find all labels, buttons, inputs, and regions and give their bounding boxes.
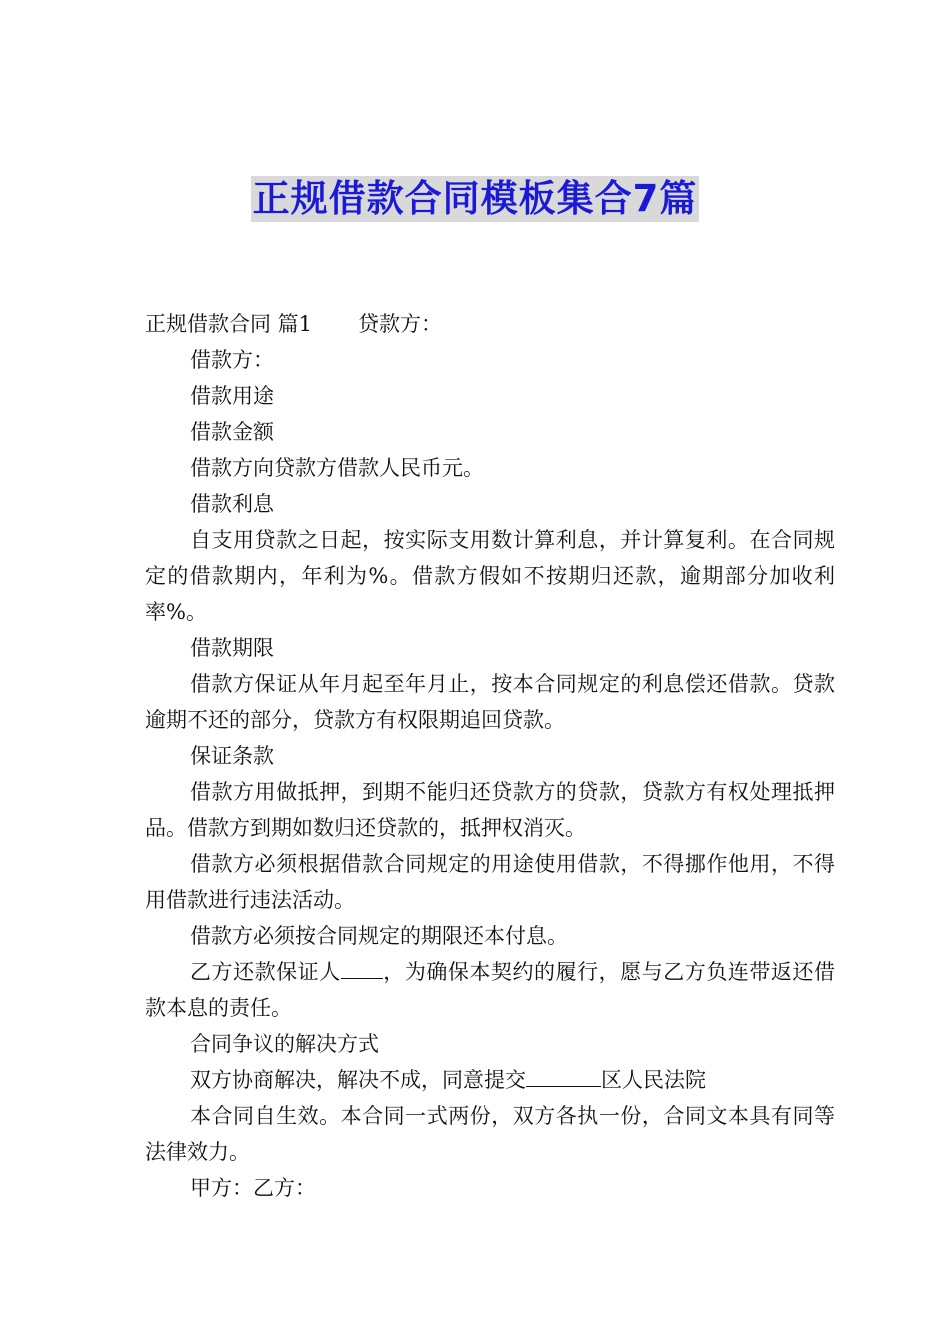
- paragraph-term-detail: 借款方保证从年月起至年月止，按本合同规定的利息偿还借款。贷款逾期不还的部分，贷款方有权限期追回贷款。: [145, 672, 835, 732]
- court-blank: [526, 1062, 601, 1087]
- paragraph-loan-purpose: 借款用途: [190, 384, 274, 408]
- paragraph-effect: 本合同自生效。本合同一式两份，双方各执一份，合同文本具有同等法律效力。: [145, 1104, 835, 1164]
- lender-label: 贷款方：: [358, 312, 443, 336]
- section-label: 正规借款合同 篇1: [145, 312, 313, 336]
- title-area: [0, 176, 950, 222]
- paragraph-interest-heading: 借款利息: [190, 492, 274, 516]
- paragraph-usage: 借款方必须根据借款合同规定的用途使用借款，不得挪作他用，不得用借款进行违法活动。: [145, 852, 835, 912]
- paragraph-dispute-heading: 合同争议的解决方式: [190, 1032, 379, 1056]
- paragraph-signatures: 甲方：乙方：: [190, 1176, 316, 1200]
- paragraph-dispute: 双方协商解决，解决不成，同意提交 区人民法院: [145, 1062, 835, 1098]
- paragraph-interest-detail: 自支用贷款之日起，按实际支用数计算利息，并计算复利。在合同规定的借款期内，年利为%。借款方假如不按期归还款，逾期部分加收利率%。: [145, 528, 835, 624]
- document-body: [145, 306, 835, 1206]
- paragraph-guarantee-heading: 保证条款: [190, 744, 274, 768]
- guarantor-blank: [341, 954, 383, 979]
- paragraph-repayment: 借款方必须按合同规定的期限还本付息。: [190, 924, 568, 948]
- paragraph-loan-amount: 借款金额: [190, 420, 274, 444]
- paragraph-borrower: 借款方：: [190, 348, 274, 372]
- document-title: 正规借款合同模板集合7篇: [252, 177, 698, 220]
- paragraph-collateral: 借款方用做抵押，到期不能归还贷款方的贷款，贷款方有权处理抵押品。借款方到期如数归还贷款的，抵押权消灭。: [145, 780, 835, 840]
- section-heading-line: [145, 306, 835, 342]
- paragraph-amount-detail: 借款方向贷款方借款人民币元。: [190, 456, 484, 480]
- paragraph-guarantor: 乙方还款保证人 ，为确保本契约的履行，愿与乙方负连带返还借款本息的责任。: [145, 954, 835, 1026]
- paragraph-term-heading: 借款期限: [190, 636, 274, 660]
